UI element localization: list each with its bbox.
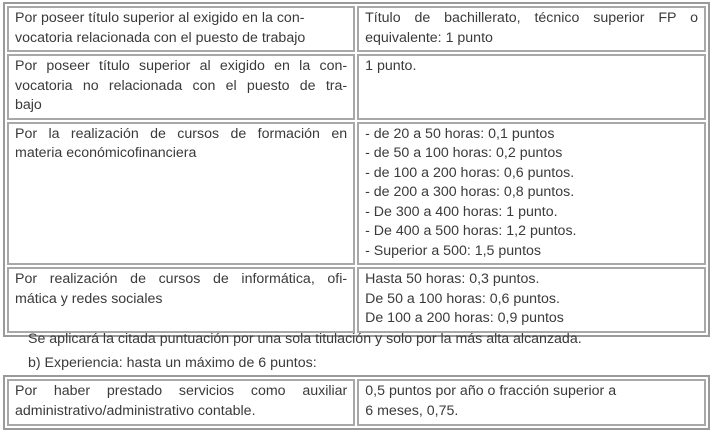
score-text-line: Título de bachillerato, técnico superior FP o [365, 10, 698, 26]
score-text-line: De 50 a 100 horas: 0,6 puntos. [365, 290, 560, 307]
score-cell [357, 379, 706, 426]
criterion-cell [7, 6, 355, 52]
score-text-line: - De 400 a 500 horas: 1,2 puntos. [365, 223, 577, 239]
criterion-text-line: materia económicofinanciera [15, 145, 197, 161]
score-cell [357, 6, 706, 52]
score-cell [357, 122, 706, 266]
criterion-text-line: Por realización de cursos de informática, ofi- [15, 271, 348, 287]
criterion-cell [7, 54, 355, 120]
table-row [7, 379, 706, 426]
table-row [7, 54, 706, 120]
score-text-line: 1 punto. [365, 58, 417, 74]
table-row [7, 267, 706, 333]
score-cell [357, 267, 706, 333]
score-text-line: 0,5 puntos por año o fracción superior a [365, 383, 617, 399]
score-text-line: 6 meses, 0,75. [365, 402, 459, 419]
score-text-line: - de 20 a 50 horas: 0,1 puntos [365, 125, 555, 142]
score-text-line: Hasta 50 horas: 0,3 puntos. [365, 271, 540, 287]
score-text-line: equivalente: 1 punto [365, 29, 493, 46]
score-text-line: - de 50 a 100 horas: 0,2 puntos [365, 145, 563, 161]
criterion-text-line: Por haber prestado servicios como auxiliar [15, 383, 348, 399]
score-text-line: - De 300 a 400 horas: 1 punto. [365, 203, 558, 220]
score-text-line: - de 200 a 300 horas: 0,8 puntos. [365, 184, 575, 200]
criterion-text-line: mática y redes sociales [15, 290, 163, 307]
score-text-line: De 100 a 200 horas: 0,9 puntos [365, 310, 564, 326]
criterion-text-line: vocatoria relacionada con el puesto de trabajo [15, 29, 306, 46]
criterion-cell [7, 122, 355, 266]
experiencia-scoring-table [3, 375, 710, 430]
table-row [7, 122, 706, 266]
criterion-text-line: vocatoria no relacionada con el puesto de tra- [15, 77, 348, 94]
score-cell [357, 54, 706, 120]
criterion-cell [7, 379, 355, 426]
criterion-text-line: Por poseer título superior al exigido en la con- [15, 10, 305, 26]
formacion-scoring-table [3, 2, 710, 337]
note-paragraph: Se aplicará la citada puntuación por una sola titulación y solo por la más alta alcanzada. [28, 331, 582, 347]
table-row [7, 6, 706, 52]
criterion-cell [7, 267, 355, 333]
score-text-line: - Superior a 500: 1,5 puntos [365, 242, 541, 259]
section-b-heading: b) Experiencia: hasta un máximo de 6 puntos: [28, 355, 317, 371]
criterion-text-line: bajo [15, 97, 42, 113]
criterion-text-line: administrativo/administrativo contable. [15, 402, 256, 419]
criterion-text-line: Por poseer título superior al exigido en la con- [15, 58, 348, 74]
criterion-text-line: Por la realización de cursos de formación en [15, 125, 348, 142]
score-text-line: - de 100 a 200 horas: 0,6 puntos. [365, 164, 575, 181]
